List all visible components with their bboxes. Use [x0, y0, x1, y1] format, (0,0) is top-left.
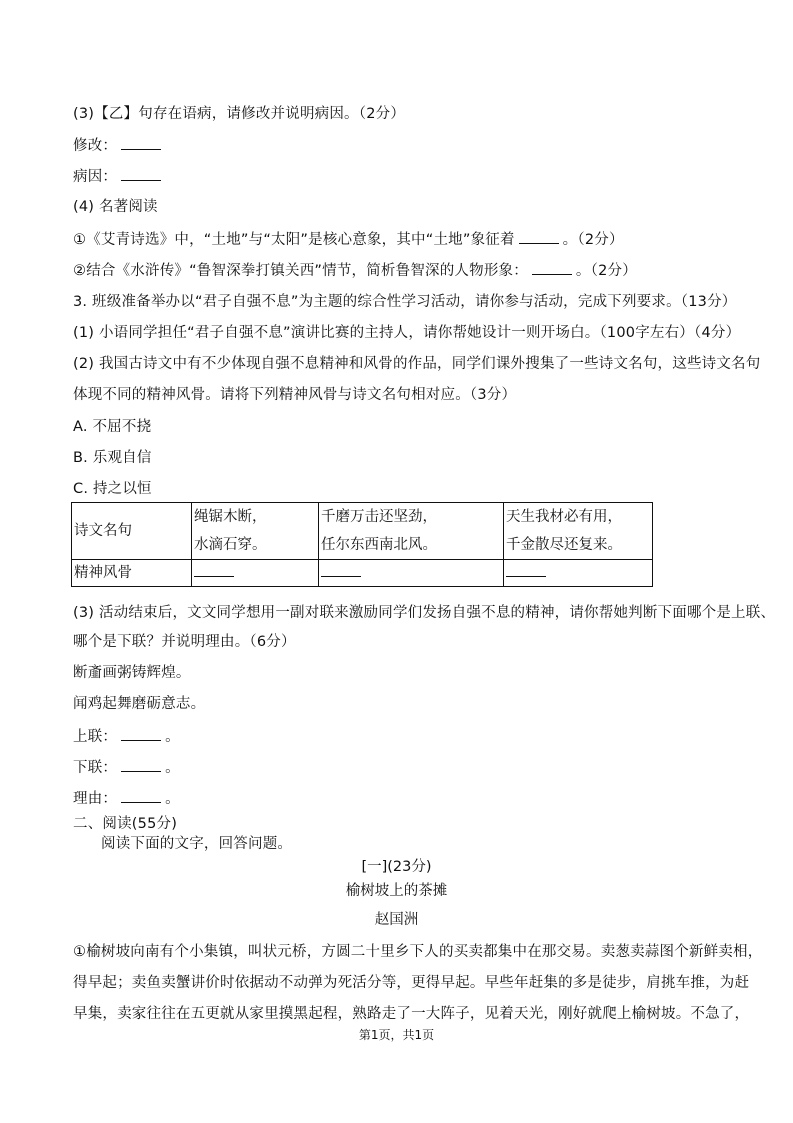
- answer-blank[interactable]: [121, 788, 161, 803]
- answer-blank[interactable]: [194, 562, 234, 577]
- question-3-sub2-line2: 体现不同的精神风骨。请将下列精神风骨与诗文名句相对应。（3分）: [73, 387, 517, 403]
- reading-item-1: [73, 229, 624, 250]
- revise-line: [73, 135, 165, 156]
- table-cell-poem-2: [319, 503, 504, 560]
- spirit-blank-2[interactable]: [319, 560, 504, 587]
- upper-couplet-label: 上联：: [73, 729, 118, 745]
- answer-blank[interactable]: [121, 166, 161, 181]
- section-heading: [一](23分): [361, 859, 432, 875]
- reading-item-1-text: ①《艾青诗选》中，“土地”与“太阳”是核心意象，其中“土地”象征着: [73, 232, 515, 248]
- question-3-sub2-line1: (2) 我国古诗文中有不少体现自强不息精神和风骨的作品，同学们课外搜集了一些诗文名句，这些诗文名句: [73, 356, 761, 372]
- answer-blank[interactable]: [121, 135, 161, 150]
- question-3-sub1: (1) 小语同学担任“君子自强不息”演讲比赛的主持人，请你帮她设计一则开场白。（100字左右）（4分）: [73, 325, 741, 341]
- article-paragraph-line-1: ①榆树坡向南有个小集镇，叫状元桥，方圆二十里乡下人的买卖都集中在那交易。卖葱卖蒜图个新鲜卖相，: [73, 944, 763, 960]
- poem-1-line-2: 水滴石穿。: [194, 537, 267, 553]
- answer-blank[interactable]: [121, 757, 161, 772]
- couplet-1: 断齑画粥铸辉煌。: [73, 665, 191, 681]
- reading-instruction: 阅读下面的文字，回答问题。: [101, 836, 293, 852]
- table-header-spirit: 精神风骨: [72, 560, 192, 587]
- reading-item-1-score: 。（2分）: [562, 232, 624, 248]
- question-3-4-title: (4) 名著阅读: [73, 199, 158, 215]
- couplet-reason-line: [73, 788, 180, 809]
- reason-label: 病因：: [73, 169, 118, 185]
- answer-blank[interactable]: [519, 229, 559, 244]
- poem-2-line-1: 千磨万击还坚劲，: [321, 509, 437, 525]
- question-3-intro: 3. 班级准备举办以“君子自强不息”为主题的综合性学习活动，请你参与活动，完成下列要求。（13分）: [73, 294, 737, 310]
- revise-label: 修改：: [73, 138, 118, 154]
- upper-couplet-line: [73, 726, 180, 747]
- option-c: C. 持之以恒: [73, 481, 152, 497]
- spirit-blank-1[interactable]: [192, 560, 319, 587]
- reading-item-2: [73, 260, 637, 281]
- article-title: 榆树坡上的茶摊: [345, 883, 448, 899]
- reason-line: [73, 166, 165, 187]
- answer-blank[interactable]: [532, 260, 572, 275]
- article-paragraph-line-2: 得早起；卖鱼卖蟹讲价时依据动不动弹为死活分等，更得早起。早些年赶集的多是徒步，肩挑车推，为赶: [73, 975, 750, 991]
- article-paragraph-line-3: 早集，卖家往往在五更就从家里摸黑起程，熟路走了一大阵子，见着天光，刚好就爬上榆树坡。不急了，: [73, 1006, 750, 1022]
- lower-couplet-line: [73, 757, 180, 778]
- article-author: 赵国洲: [374, 912, 419, 928]
- reading-item-2-score: 。（2分）: [575, 263, 637, 279]
- page-footer: 第1页，共1页: [358, 1028, 435, 1042]
- question-3-3-title: (3)【乙】句存在语病，请修改并说明病因。（2分）: [73, 106, 406, 122]
- table-header-poems: 诗文名句: [72, 503, 192, 560]
- poem-matching-table: [71, 502, 653, 587]
- table-row: [72, 560, 653, 587]
- spirit-blank-3[interactable]: [504, 560, 653, 587]
- question-3-sub3-line2: 哪个是下联？并说明理由。（6分）: [73, 634, 296, 650]
- question-3-sub3-line1: (3) 活动结束后，文文同学想用一副对联来激励同学们发扬自强不息的精神，请你帮她判断下面哪个是上联、: [73, 605, 776, 621]
- table-cell-poem-3: [504, 503, 653, 560]
- poem-2-line-2: 任尔东西南北风。: [321, 537, 437, 553]
- couplet-reason-label: 理由：: [73, 791, 118, 807]
- answer-blank[interactable]: [506, 562, 546, 577]
- part-2-heading: 二、阅读(55分): [73, 816, 178, 832]
- period: 。: [165, 760, 180, 776]
- table-row: [72, 503, 653, 560]
- option-a: A. 不屈不挠: [73, 419, 152, 435]
- table-cell-poem-1: [192, 503, 319, 560]
- answer-blank[interactable]: [121, 726, 161, 741]
- period: 。: [165, 729, 180, 745]
- answer-blank[interactable]: [321, 562, 361, 577]
- option-b: B. 乐观自信: [73, 450, 152, 466]
- poem-3-line-2: 千金散尽还复来。: [506, 537, 622, 553]
- poem-3-line-1: 天生我材必有用，: [506, 509, 622, 525]
- lower-couplet-label: 下联：: [73, 760, 118, 776]
- period: 。: [165, 791, 180, 807]
- couplet-2: 闻鸡起舞磨砺意志。: [73, 696, 206, 712]
- reading-item-2-text: ②结合《水浒传》“鲁智深拳打镇关西”情节，简析鲁智深的人物形象：: [73, 263, 528, 279]
- poem-1-line-1: 绳锯木断，: [194, 509, 267, 525]
